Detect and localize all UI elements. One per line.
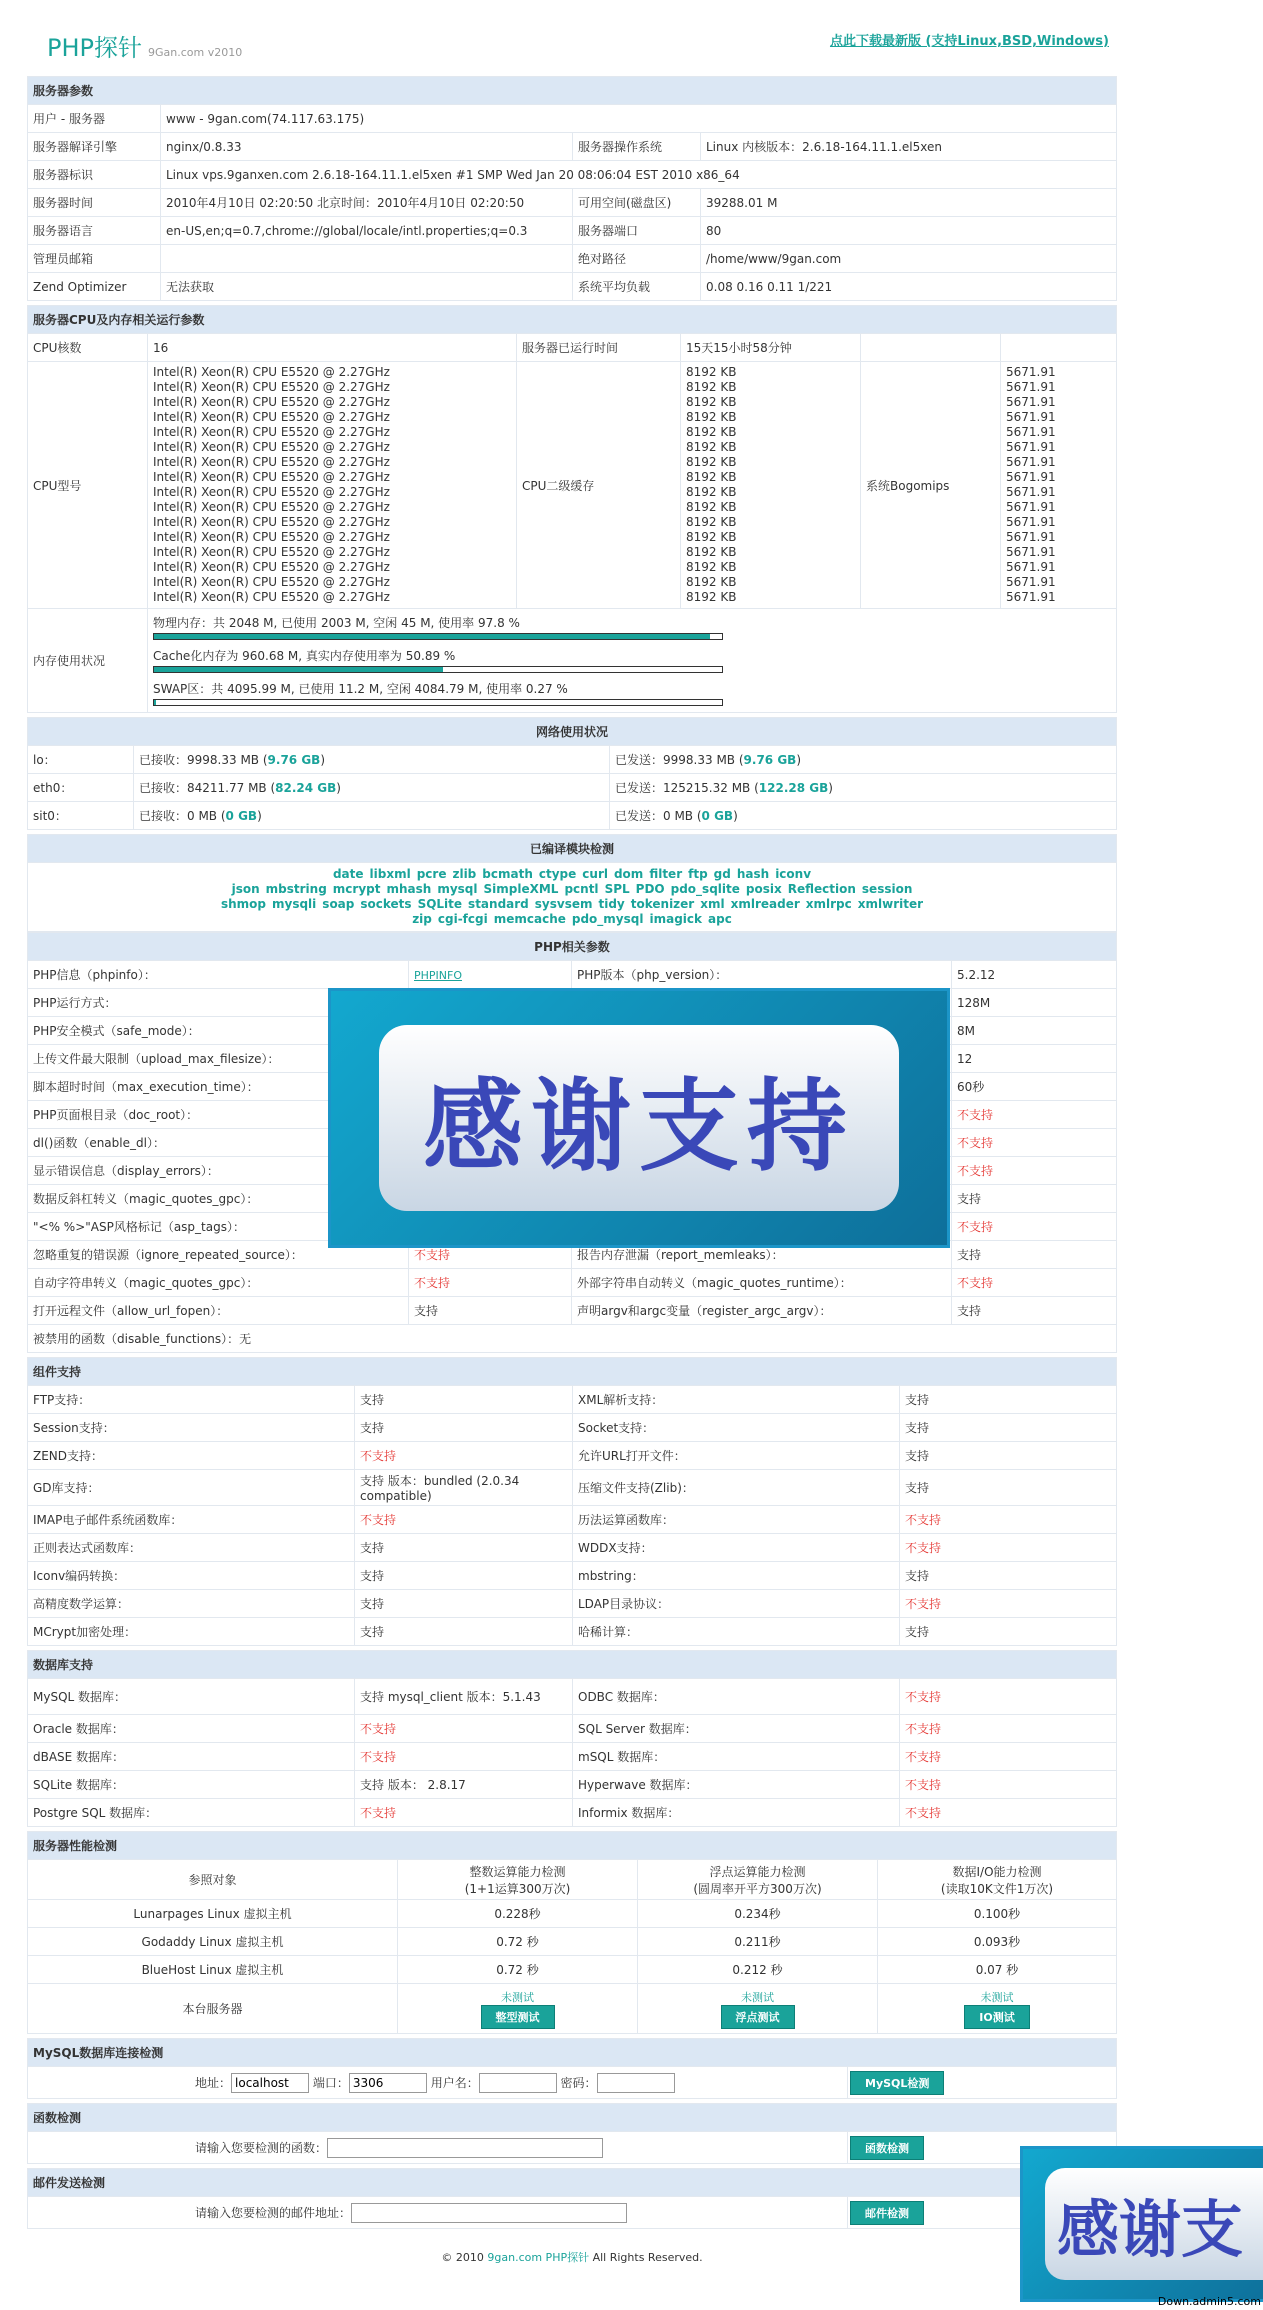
module-link[interactable]: mysqli: [272, 897, 317, 911]
module-link[interactable]: mhash: [386, 882, 432, 896]
table-row: [28, 1534, 1117, 1562]
param-label: 服务器语言: [28, 217, 161, 245]
table-row: [28, 774, 1117, 802]
table-row: [28, 273, 1117, 301]
table-row: [28, 1297, 1117, 1325]
param-label: 数据反斜杠转义（magic_quotes_gpc）：: [28, 1185, 409, 1213]
param-value: 不支持: [355, 1506, 573, 1534]
interface-name: lo：: [28, 746, 134, 774]
section-title: PHP相关参数: [28, 933, 1117, 961]
module-link[interactable]: standard: [468, 897, 529, 911]
section-title: 服务器参数: [28, 77, 1117, 105]
param-label: 历法运算函数库：: [573, 1506, 900, 1534]
module-link[interactable]: SQLite: [417, 897, 463, 911]
mysql-form: 地址：localhost 端口：3306 用户名： 密码：: [28, 2067, 848, 2099]
module-link[interactable]: xml: [700, 897, 725, 911]
param-value: 16: [148, 334, 517, 362]
param-value: 不支持: [900, 1771, 1117, 1799]
promo-banner-corner: 感谢支: [1020, 2146, 1263, 2302]
table-row: [28, 1771, 1117, 1799]
param-value: 支持: [900, 1386, 1117, 1414]
memory-line: Cache化内存为 960.68 M, 真实内存使用率为 50.89 %: [153, 649, 456, 663]
module-link[interactable]: mbstring: [265, 882, 327, 896]
param-label: CPU型号: [28, 362, 148, 609]
param-label: 服务器时间: [28, 189, 161, 217]
interface-name: sit0：: [28, 802, 134, 830]
module-link[interactable]: soap: [322, 897, 355, 911]
param-value: 支持: [355, 1618, 573, 1646]
param-label: Iconv编码转换：: [28, 1562, 355, 1590]
param-value: 不支持: [355, 1799, 573, 1827]
cpu-memory-table: [27, 305, 1117, 713]
param-label: 外部字符串自动转义（magic_quotes_runtime）：: [572, 1269, 952, 1297]
module-link[interactable]: sysvsem: [534, 897, 593, 911]
table-row: [28, 1956, 1117, 1984]
module-link[interactable]: xmlwriter: [857, 897, 924, 911]
mysql-check-button[interactable]: MySQL检测: [850, 2071, 944, 2095]
download-link[interactable]: 点此下载最新版 (支持Linux,BSD,Windows): [829, 34, 1109, 49]
param-value: 12: [952, 1045, 1117, 1073]
param-label: Session支持：: [28, 1414, 355, 1442]
module-link[interactable]: memcache: [493, 912, 566, 926]
network-table: [27, 717, 1117, 830]
memory-usage-bar: [153, 633, 723, 640]
table-row: [28, 105, 1117, 133]
module-list: [28, 863, 1117, 932]
table-cell: Godaddy Linux 虚拟主机: [28, 1928, 398, 1956]
param-value: 支持: [355, 1590, 573, 1618]
memory-usage-bar: [153, 666, 723, 673]
table-cell: 0.093秒: [878, 1928, 1117, 1956]
param-label: 服务器操作系统: [573, 133, 701, 161]
section-title: 服务器性能检测: [28, 1832, 1117, 1860]
table-cell: 0.100秒: [878, 1900, 1117, 1928]
phpinfo-link-cell: [409, 961, 572, 989]
table-row: [28, 1414, 1117, 1442]
param-value: 8M: [952, 1017, 1117, 1045]
footer: © 2010 9gan.com PHP探针 All Rights Reserved.: [441, 2251, 703, 2264]
table-row: [28, 1442, 1117, 1470]
table-row: [28, 1799, 1117, 1827]
section-title: 已编译模块检测: [28, 835, 1117, 863]
param-label: PHP版本（php_version）：: [572, 961, 952, 989]
module-link[interactable]: pdo_mysql: [571, 912, 644, 926]
param-label: 报告内存泄漏（report_memleaks）：: [572, 1241, 952, 1269]
param-value: 60秒: [952, 1073, 1117, 1101]
column-header: 数据I/O能力检测 (读取10K文件1万次): [878, 1860, 1117, 1900]
column-header: 参照对象: [28, 1860, 398, 1900]
param-label: 高精度数学运算：: [28, 1590, 355, 1618]
table-row: [28, 1679, 1117, 1715]
memory-line: SWAP区：共 4095.99 M, 已使用 11.2 M, 空闲 4084.79 M, 使用率 0.27 %: [153, 682, 568, 696]
param-value: 不支持: [952, 1157, 1117, 1185]
modules-table: [27, 834, 1117, 932]
module-link[interactable]: ctype: [538, 867, 577, 881]
param-label: PHP信息（phpinfo）：: [28, 961, 409, 989]
param-value: www - 9gan.com(74.117.63.175): [161, 105, 1117, 133]
param-value: 不支持: [409, 1269, 572, 1297]
table-cell: 0.228秒: [398, 1900, 638, 1928]
phpinfo-link[interactable]: PHPINFO: [414, 968, 462, 982]
param-value: 支持 版本： 2.8.17: [355, 1771, 573, 1799]
column-header: 整数运算能力检测 (1+1运算300万次): [398, 1860, 638, 1900]
table-row: [28, 334, 1117, 362]
section-title: 数据库支持: [28, 1651, 1117, 1679]
param-value: 支持: [952, 1241, 1117, 1269]
host-input[interactable]: [231, 2073, 309, 2093]
param-value: 支持: [355, 1386, 573, 1414]
param-label: IMAP电子邮件系统函数库：: [28, 1506, 355, 1534]
table-row: [28, 1470, 1117, 1506]
param-label: GD库支持：: [28, 1470, 355, 1506]
param-label: 绝对路径: [573, 245, 701, 273]
memory-line: 物理内存：共 2048 M, 已使用 2003 M, 空闲 45 M, 使用率 97.8 %: [153, 616, 520, 630]
param-value: 80: [701, 217, 1117, 245]
param-label: 服务器端口: [573, 217, 701, 245]
param-label: 压缩文件支持(Zlib)：: [573, 1470, 900, 1506]
param-label: MCrypt加密处理：: [28, 1618, 355, 1646]
param-label: ODBC 数据库：: [573, 1679, 900, 1715]
table-row: [28, 1715, 1117, 1743]
footer-link[interactable]: 9gan.com PHP探针: [487, 2251, 590, 2264]
table-cell: 0.211秒: [638, 1928, 878, 1956]
table-row: [28, 133, 1117, 161]
module-link[interactable]: bcmath: [482, 867, 533, 881]
table-cell: 0.72 秒: [398, 1956, 638, 1984]
table-row: [28, 217, 1117, 245]
param-label: Socket支持：: [573, 1414, 900, 1442]
param-value: 不支持: [900, 1799, 1117, 1827]
section-title: 函数检测: [28, 2104, 1117, 2132]
param-value: 39288.01 M: [701, 189, 1117, 217]
module-link[interactable]: SPL: [604, 882, 630, 896]
param-value: Linux vps.9ganxen.com 2.6.18-164.11.1.el5xen #1 SMP Wed Jan 20 08:06:04 EST 2010 x86_64: [161, 161, 1117, 189]
io-test-button[interactable]: IO测试: [964, 2005, 1029, 2029]
module-link[interactable]: pcntl: [564, 882, 599, 896]
cpu-cache-list: 8192 KB 8192 KB 8192 KB 8192 KB 8192 KB 8192 KB 8192 KB 8192 KB 8192 KB 8192 KB 8192 KB 8192 KB 8192 KB 8192 KB 8192 KB 8192 KB: [681, 362, 861, 609]
section-title: 组件支持: [28, 1358, 1117, 1386]
module-link[interactable]: dom: [613, 867, 644, 881]
module-link[interactable]: date: [332, 867, 364, 881]
table-cell: 0.234秒: [638, 1900, 878, 1928]
param-label: 服务器已运行时间: [517, 334, 681, 362]
param-value: 支持: [952, 1185, 1117, 1213]
param-label: FTP支持：: [28, 1386, 355, 1414]
param-label: dBASE 数据库：: [28, 1743, 355, 1771]
watermark: Down.admin5.com: [1157, 2295, 1261, 2308]
logo: PHP探针 9Gan.com v2010: [47, 34, 243, 62]
param-value: 不支持: [355, 1715, 573, 1743]
module-link[interactable]: tidy: [598, 897, 625, 911]
param-value: nginx/0.8.33: [161, 133, 573, 161]
table-row: [28, 746, 1117, 774]
section-title: 邮件发送检测: [28, 2169, 1117, 2197]
module-link[interactable]: posix: [745, 882, 782, 896]
param-value: 不支持: [900, 1506, 1117, 1534]
bogomips-list: 5671.91 5671.91 5671.91 5671.91 5671.91 5671.91 5671.91 5671.91 5671.91 5671.91 5671.91 5671.91 5671.91 5671.91 5671.91 5671.91: [1001, 362, 1117, 609]
database-table: [27, 1650, 1117, 1827]
param-value: 支持: [900, 1618, 1117, 1646]
param-value: 支持 mysql_client 版本：5.1.43: [355, 1679, 573, 1715]
module-link[interactable]: PDO: [635, 882, 665, 896]
table-row: [28, 1618, 1117, 1646]
table-row: [28, 1743, 1117, 1771]
module-link[interactable]: json: [231, 882, 260, 896]
param-value: 不支持: [900, 1534, 1117, 1562]
param-value: Linux 内核版本：2.6.18-164.11.1.el5xen: [701, 133, 1117, 161]
module-link[interactable]: sockets: [360, 897, 412, 911]
server-params-table: [27, 76, 1117, 301]
param-value: 不支持: [409, 1241, 572, 1269]
column-header: 浮点运算能力检测 (圆周率开平方300万次): [638, 1860, 878, 1900]
mail-check-table: 邮件发送检测 请输入您要检测的邮件地址： 邮件检测: [27, 2168, 1117, 2229]
module-link[interactable]: shmop: [220, 897, 266, 911]
table-row: [28, 362, 1117, 609]
password-input[interactable]: [597, 2073, 675, 2093]
param-label: Informix 数据库：: [573, 1799, 900, 1827]
param-label: 自动字符串转义（magic_quotes_gpc）：: [28, 1269, 409, 1297]
param-value: 2010年4月10日 02:20:50 北京时间：2010年4月10日 02:20:50: [161, 189, 573, 217]
param-label: 打开远程文件（allow_url_fopen）：: [28, 1297, 409, 1325]
username-input[interactable]: [479, 2073, 557, 2093]
param-label: Zend Optimizer: [28, 273, 161, 301]
param-label: PHP运行方式：: [28, 989, 409, 1017]
section-title: 网络使用状况: [28, 718, 1117, 746]
table-cell: BlueHost Linux 虚拟主机: [28, 1956, 398, 1984]
param-label: Postgre SQL 数据库：: [28, 1799, 355, 1827]
module-link[interactable]: tokenizer: [630, 897, 695, 911]
module-link[interactable]: SimpleXML: [483, 882, 559, 896]
table-row: [28, 1984, 1117, 2034]
param-value: 支持 版本：bundled (2.0.34 compatible): [355, 1470, 573, 1506]
table-row: [28, 1269, 1117, 1297]
module-link[interactable]: imagick: [649, 912, 702, 926]
module-link[interactable]: xmlreader: [730, 897, 800, 911]
param-label: mbstring：: [573, 1562, 900, 1590]
param-value: 0.08 0.16 0.11 1/221: [701, 273, 1117, 301]
module-link[interactable]: zip: [412, 912, 432, 926]
integer-test-button[interactable]: 整型测试: [481, 2005, 555, 2029]
param-label: 可用空间(磁盘区): [573, 189, 701, 217]
param-label: 内存使用状况: [28, 609, 148, 713]
table-row: [28, 1562, 1117, 1590]
param-label: 哈稀计算：: [573, 1618, 900, 1646]
module-link[interactable]: mcrypt: [332, 882, 381, 896]
param-label: SQL Server 数据库：: [573, 1715, 900, 1743]
table-row: [28, 961, 1117, 989]
param-value: 支持: [900, 1470, 1117, 1506]
module-link[interactable]: hash: [736, 867, 770, 881]
param-value: 支持: [409, 1297, 572, 1325]
param-value: /home/www/9gan.com: [701, 245, 1117, 273]
table-row: [28, 245, 1117, 273]
param-label: LDAP目录协议：: [573, 1590, 900, 1618]
module-link[interactable]: iconv: [775, 867, 812, 881]
table-row: [28, 1928, 1117, 1956]
module-link[interactable]: gd: [713, 867, 731, 881]
function-check-table: 函数检测 请输入您要检测的函数： 函数检测: [27, 2103, 1117, 2164]
param-value: 5.2.12: [952, 961, 1117, 989]
param-label: 系统Bogomips: [861, 362, 1001, 609]
function-input[interactable]: [327, 2138, 603, 2158]
param-label: 正则表达式函数库：: [28, 1534, 355, 1562]
param-value: 128M: [952, 989, 1117, 1017]
param-value: 不支持: [900, 1743, 1117, 1771]
param-value: 不支持: [900, 1715, 1117, 1743]
interface-name: eth0：: [28, 774, 134, 802]
param-label: 显示错误信息（display_errors）：: [28, 1157, 409, 1185]
module-link[interactable]: apc: [708, 912, 732, 926]
param-label: 允许URL打开文件：: [573, 1442, 900, 1470]
mail-check-button[interactable]: 邮件检测: [850, 2201, 924, 2225]
components-table: [27, 1357, 1117, 1646]
param-label: 上传文件最大限制（upload_max_filesize）：: [28, 1045, 409, 1073]
table-cell: Lunarpages Linux 虚拟主机: [28, 1900, 398, 1928]
table-cell: 0.07 秒: [878, 1956, 1117, 1984]
promo-banner: 感谢支持: [328, 988, 950, 1248]
section-title: 服务器CPU及内存相关运行参数: [28, 306, 1117, 334]
table-cell: 0.212 秒: [638, 1956, 878, 1984]
param-label: "<% %>"ASP风格标记（asp_tags）：: [28, 1213, 409, 1241]
param-label: 管理员邮箱: [28, 245, 161, 273]
param-value: 支持: [900, 1562, 1117, 1590]
param-label: mSQL 数据库：: [573, 1743, 900, 1771]
table-row: [28, 802, 1117, 830]
param-label: SQLite 数据库：: [28, 1771, 355, 1799]
param-label: 服务器标识: [28, 161, 161, 189]
param-value: en-US,en;q=0.7,chrome://global/locale/intl.properties;q=0.3: [161, 217, 573, 245]
param-value: [161, 245, 573, 273]
table-header: [28, 1860, 1117, 1900]
performance-table: [27, 1831, 1117, 2034]
module-link[interactable]: xmlrpc: [805, 897, 852, 911]
param-value: 支持: [355, 1534, 573, 1562]
param-value: 不支持: [952, 1101, 1117, 1129]
param-value: 不支持: [952, 1213, 1117, 1241]
param-value: 不支持: [355, 1743, 573, 1771]
table-row: [28, 1900, 1117, 1928]
module-link[interactable]: curl: [582, 867, 608, 881]
module-link[interactable]: pdo_sqlite: [670, 882, 740, 896]
table-row: [28, 609, 1117, 713]
email-input[interactable]: [351, 2203, 627, 2223]
param-value: 支持: [355, 1562, 573, 1590]
param-value: 不支持: [900, 1590, 1117, 1618]
param-label: 脚本超时时间（max_execution_time）：: [28, 1073, 409, 1101]
param-value: 无法获取: [161, 273, 573, 301]
module-link[interactable]: libxml: [369, 867, 411, 881]
param-label: WDDX支持：: [573, 1534, 900, 1562]
cpu-model-list: Intel(R) Xeon(R) CPU E5520 @ 2.27GHz Intel(R) Xeon(R) CPU E5520 @ 2.27GHz Intel(R) Xeon(R) CPU E5520 @ 2.27GHz Intel(R) Xeon(R) CPU E5520 @ 2.27GHz Intel(R) Xeon(R) CPU E5520 @ 2.27GHz Intel(R) Xeon(R) CPU E5520 @ 2.27GHz Intel(R) Xeon(R) CPU E5520 @ 2.27GHz Intel(R) Xeon(R) CPU E5520 @ 2.27GHz Intel(R) Xeon(R) CPU E5520 @ 2.27GHz Intel(R) Xeon(R) CPU E5520 @ 2.27GHz Intel(R) Xeon(R) CPU E5520 @ 2.27GHz Intel(R) Xeon(R) CPU E5520 @ 2.27GHz Intel(R) Xeon(R) CPU E5520 @ 2.27GHz Intel(R) Xeon(R) CPU E5520 @ 2.27GHz Intel(R) Xeon(R) CPU E5520 @ 2.27GHz Intel(R) Xeon(R) CPU E5520 @ 2.27GHz: [148, 362, 517, 609]
mysql-check-table: [27, 2038, 1117, 2099]
param-label: 系统平均负载: [573, 273, 701, 301]
sent: 已发送：0 MB (0 GB): [610, 802, 1117, 830]
test-cell: 未测试 IO测试: [878, 1984, 1117, 2034]
received: 已接收：0 MB (0 GB): [134, 802, 610, 830]
param-value: 不支持: [900, 1679, 1117, 1715]
table-cell: 本台服务器: [28, 1984, 398, 2034]
param-value: 15天15小时58分钟: [681, 334, 861, 362]
param-label: 服务器解译引擎: [28, 133, 161, 161]
section-title: MySQL数据库连接检测: [28, 2039, 1117, 2067]
param-value: 支持: [355, 1414, 573, 1442]
disabled-functions: 被禁用的函数（disable_functions）：无: [28, 1325, 1117, 1353]
param-label: PHP页面根目录（doc_root）：: [28, 1101, 409, 1129]
param-label: Oracle 数据库：: [28, 1715, 355, 1743]
param-label: dl()函数（enable_dl）：: [28, 1129, 409, 1157]
module-link[interactable]: ftp: [688, 867, 708, 881]
table-row: [28, 189, 1117, 217]
param-value: 支持: [952, 1297, 1117, 1325]
param-label: Hyperwave 数据库：: [573, 1771, 900, 1799]
sent: 已发送：9998.33 MB (9.76 GB): [610, 746, 1117, 774]
test-cell: 未测试 整型测试: [398, 1984, 638, 2034]
param-value: 支持: [900, 1442, 1117, 1470]
param-label: MySQL 数据库：: [28, 1679, 355, 1715]
table-row: [28, 161, 1117, 189]
param-label: XML解析支持：: [573, 1386, 900, 1414]
sent: 已发送：125215.32 MB (122.28 GB): [610, 774, 1117, 802]
test-cell: 未测试 浮点测试: [638, 1984, 878, 2034]
port-input[interactable]: [349, 2073, 427, 2093]
param-value: 不支持: [355, 1442, 573, 1470]
module-link[interactable]: mysql: [437, 882, 478, 896]
param-label: PHP安全模式（safe_mode）：: [28, 1017, 409, 1045]
param-label: 声明argv和argc变量（register_argc_argv）：: [572, 1297, 952, 1325]
received: 已接收：84211.77 MB (82.24 GB): [134, 774, 610, 802]
received: 已接收：9998.33 MB (9.76 GB): [134, 746, 610, 774]
module-link[interactable]: zlib: [452, 867, 477, 881]
float-test-button[interactable]: 浮点测试: [721, 2005, 795, 2029]
module-link[interactable]: filter: [649, 867, 683, 881]
module-link[interactable]: session: [861, 882, 913, 896]
param-value: 不支持: [952, 1129, 1117, 1157]
param-label: 用户 - 服务器: [28, 105, 161, 133]
table-row: [28, 1325, 1117, 1353]
param-label: 忽略重复的错误源（ignore_repeated_source）：: [28, 1241, 409, 1269]
module-link[interactable]: Reflection: [787, 882, 856, 896]
param-value: 支持: [900, 1414, 1117, 1442]
module-link[interactable]: cgi-fcgi: [437, 912, 488, 926]
table-row: [28, 1590, 1117, 1618]
table-row: [28, 1506, 1117, 1534]
param-label: CPU二级缓存: [517, 362, 681, 609]
memory-usage-bar: [153, 699, 723, 706]
param-label: CPU核数: [28, 334, 148, 362]
function-check-button[interactable]: 函数检测: [850, 2136, 924, 2160]
param-label: ZEND支持：: [28, 1442, 355, 1470]
param-value: 不支持: [952, 1269, 1117, 1297]
module-link[interactable]: pcre: [416, 867, 447, 881]
table-cell: 0.72 秒: [398, 1928, 638, 1956]
table-row: [28, 1386, 1117, 1414]
